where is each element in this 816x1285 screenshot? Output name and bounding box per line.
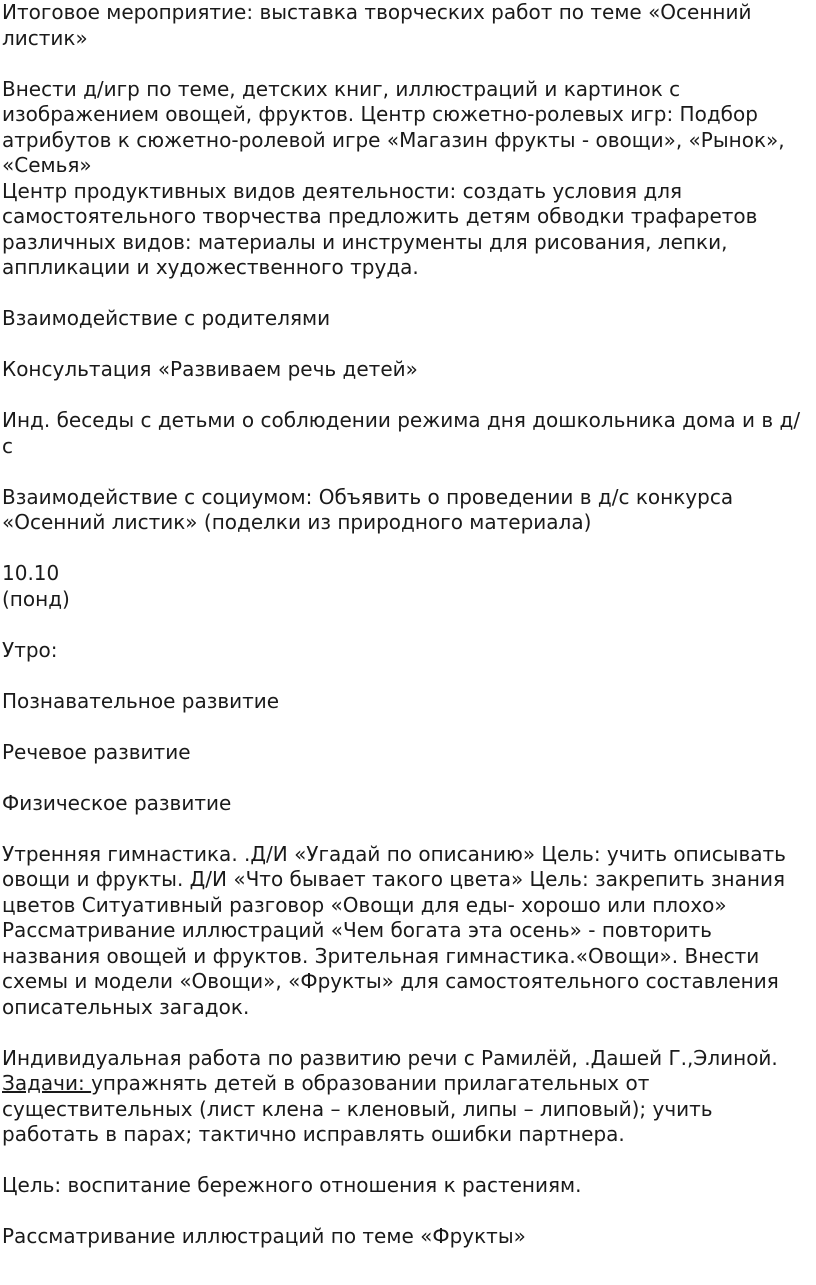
morning-heading: Утро: bbox=[2, 637, 58, 662]
parents-heading: Взаимодействие с родителями bbox=[2, 306, 331, 330]
event-title-paragraph: Итоговое мероприятие: выставка творческих работ по теме «Осенний листик» bbox=[2, 0, 752, 50]
weekday-line: (понд) bbox=[2, 586, 70, 611]
speech-development-heading: Речевое развитие bbox=[2, 739, 191, 764]
date-line: 10.10 bbox=[2, 561, 60, 585]
individual-work-paragraph bbox=[2, 1046, 808, 1148]
illustrations-paragraph: Рассматривание иллюстраций по теме «Фрукты» bbox=[2, 1224, 526, 1248]
goal-paragraph: Цель: воспитание бережного отношения к растениям. bbox=[2, 1173, 582, 1197]
individual-work-end: упражнять детей в образовании прилагательных от существительных (лист клена – кленовый, липы – липовый); учить работать в парах; тактично исправлять ошибки партнера. bbox=[2, 1071, 713, 1146]
productive-center-paragraph: Центр продуктивных видов деятельности: создать условия для самостоятельного творчества предложить детям обводки трафаретов различных видов: материалы и инструменты для рисования, лепки, аппликации и художественного труда. bbox=[2, 178, 758, 279]
materials-paragraph: Внести д/игр по теме, детских книг, иллюстраций и картинок с изображением овощей, фруктов. Центр сюжетно-ролевых игр: Подбор атрибутов к сюжетно-ролевой игре «Магазин фрукты - овощи», «Рынок», «Семья» bbox=[2, 76, 785, 177]
consultation-paragraph: Консультация «Развиваем речь детей» bbox=[2, 357, 418, 381]
tasks-label: Задачи: bbox=[2, 1071, 92, 1095]
cognitive-development-heading: Познавательное развитие bbox=[2, 688, 280, 713]
individual-work-start: Индивидуальная работа по развитию речи с Рамилёй, .Дашей Г.,Элиной. bbox=[2, 1045, 778, 1070]
morning-activities-paragraph: Утренняя гимнастика. .Д/И «Угадай по описанию» Цель: учить описывать овощи и фрукты. Д/И «Что бывает такого цвета» Цель: закрепить знания цветов Ситуативный разговор «Овощи для еды- хорошо или плохо» Рассматривание иллюстраций «Чем богата эта осень» - повторить названия овощей и фруктов. Зрительная гимнастика.«Овощи». Внести схемы и модели «Овощи», «Фрукты» для самостоятельного составления описательных загадок. bbox=[2, 841, 786, 1019]
individual-talks-paragraph: Инд. беседы с детьми о соблюдении режима дня дошкольника дома и в д/с bbox=[2, 408, 801, 458]
physical-development-heading: Физическое развитие bbox=[2, 790, 232, 815]
society-paragraph: Взаимодействие с социумом: Объявить о проведении в д/с конкурса «Осенний листик» (поделки из природного материала) bbox=[2, 484, 734, 534]
